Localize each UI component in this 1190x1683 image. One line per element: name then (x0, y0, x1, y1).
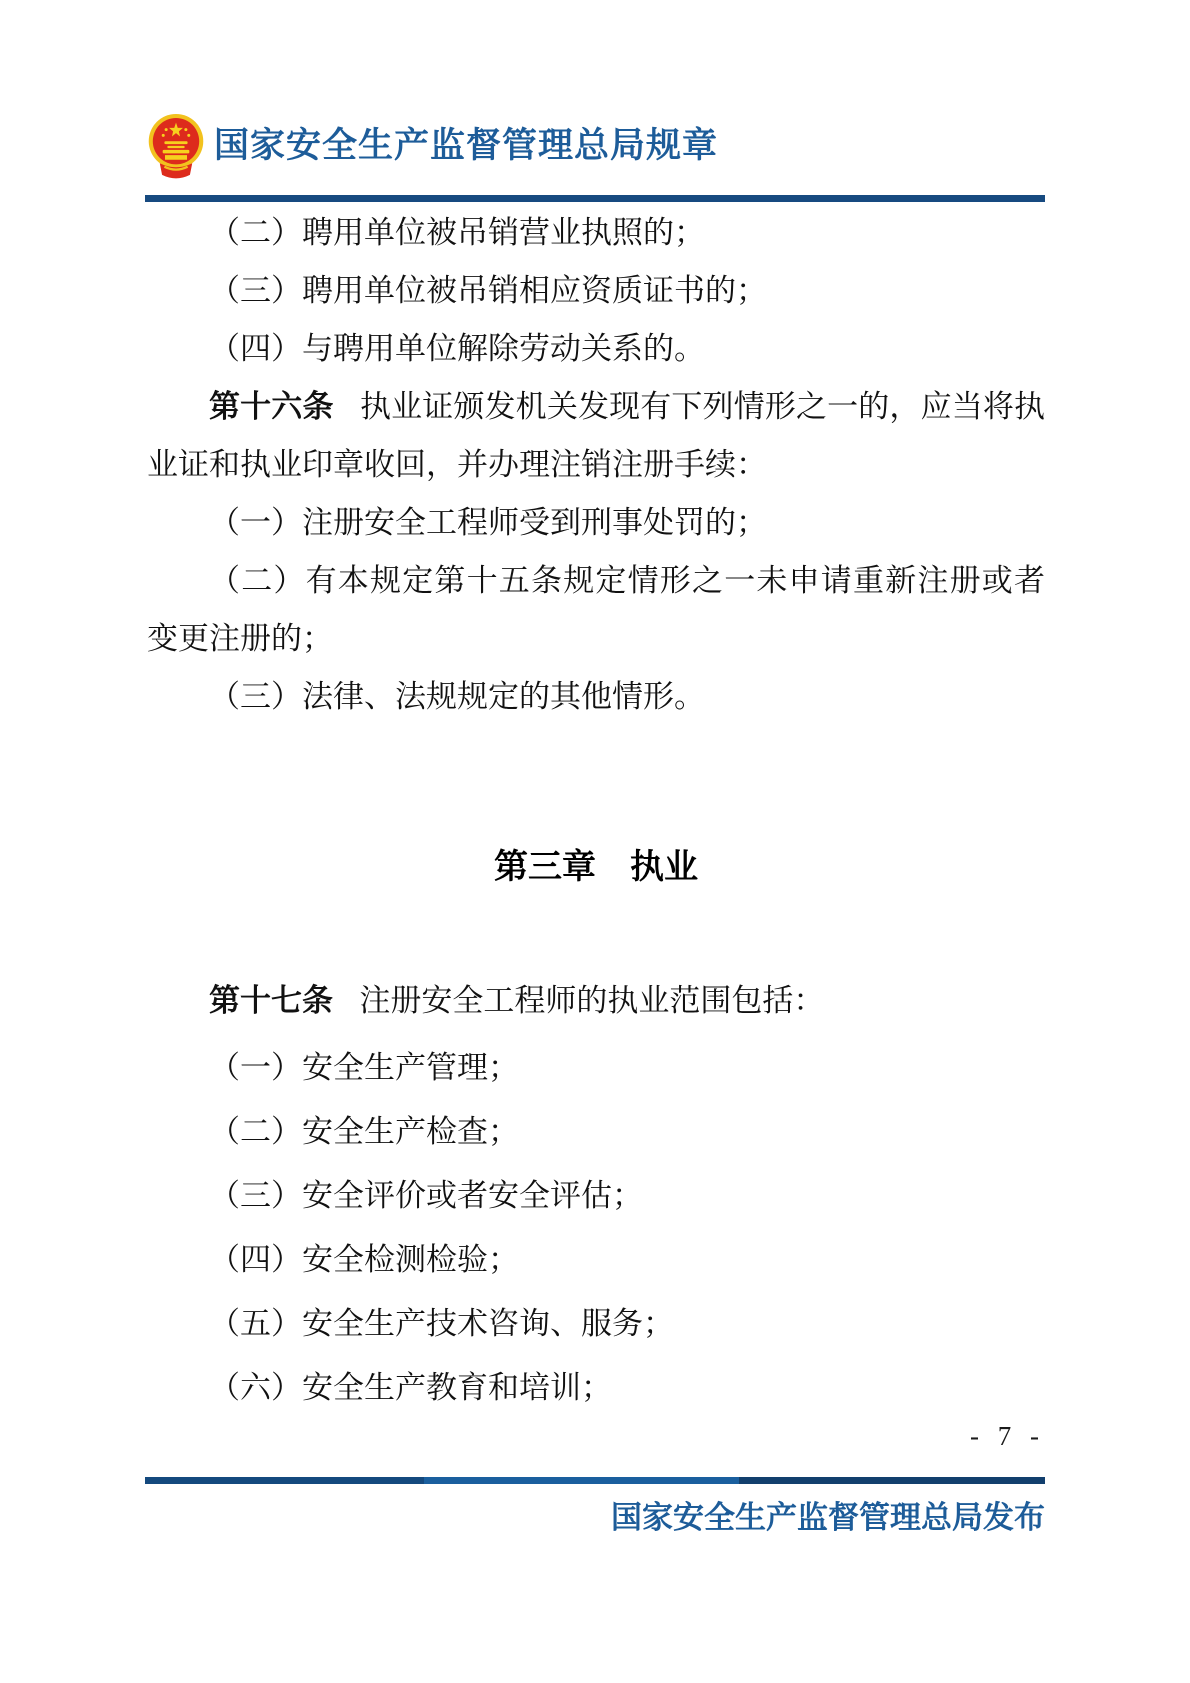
chapter-heading: 第三章 执业 (494, 848, 698, 886)
article-17-paragraph (147, 972, 1045, 1030)
scope-list (147, 1036, 1045, 1420)
page-number: - 7 - (970, 1421, 1045, 1451)
scope-item: （三）安全评价或者安全评估； (209, 1178, 643, 1213)
scope-item: （二）安全生产检查； (209, 1114, 519, 1149)
clause-item: （三）聘用单位被吊销相应资质证书的； (209, 273, 767, 308)
header-title: 国家安全生产监督管理总局规章 (214, 126, 719, 165)
article-17-label: 第十七条 (209, 983, 333, 1018)
scope-item: （六）安全生产教育和培训； (209, 1370, 612, 1405)
document-body (147, 204, 1045, 1420)
footer-publisher: 国家安全生产监督管理总局发布 (611, 1500, 1045, 1535)
article-17-text: 注册安全工程师的执业范围包括： (359, 983, 825, 1018)
clause-item: （二）聘用单位被吊销营业执照的； (209, 215, 705, 250)
scope-item: （一）安全生产管理； (209, 1050, 519, 1085)
clause-item: （二）有本规定第十五条规定情形之一未申请重新注册或者变更注册的； (147, 563, 1045, 656)
footer-divider (145, 1477, 1045, 1484)
header-divider (145, 195, 1045, 202)
clause-item: （四）与聘用单位解除劳动关系的。 (209, 331, 705, 366)
article-16-paragraph (147, 378, 1045, 494)
article-16-label: 第十六条 (209, 389, 334, 424)
clause-item: （三）法律、法规规定的其他情形。 (209, 679, 705, 714)
scope-item: （四）安全检测检验； (209, 1242, 519, 1277)
scope-item: （五）安全生产技术咨询、服务； (209, 1306, 674, 1341)
article-16-text: 执业证颁发机关发现有下列情形之一的，应当将执业证和执业印章收回，并办理注销注册手续： (147, 389, 1046, 482)
clause-item: （一）注册安全工程师受到刑事处罚的； (209, 505, 767, 540)
china-national-emblem-icon (147, 112, 205, 182)
